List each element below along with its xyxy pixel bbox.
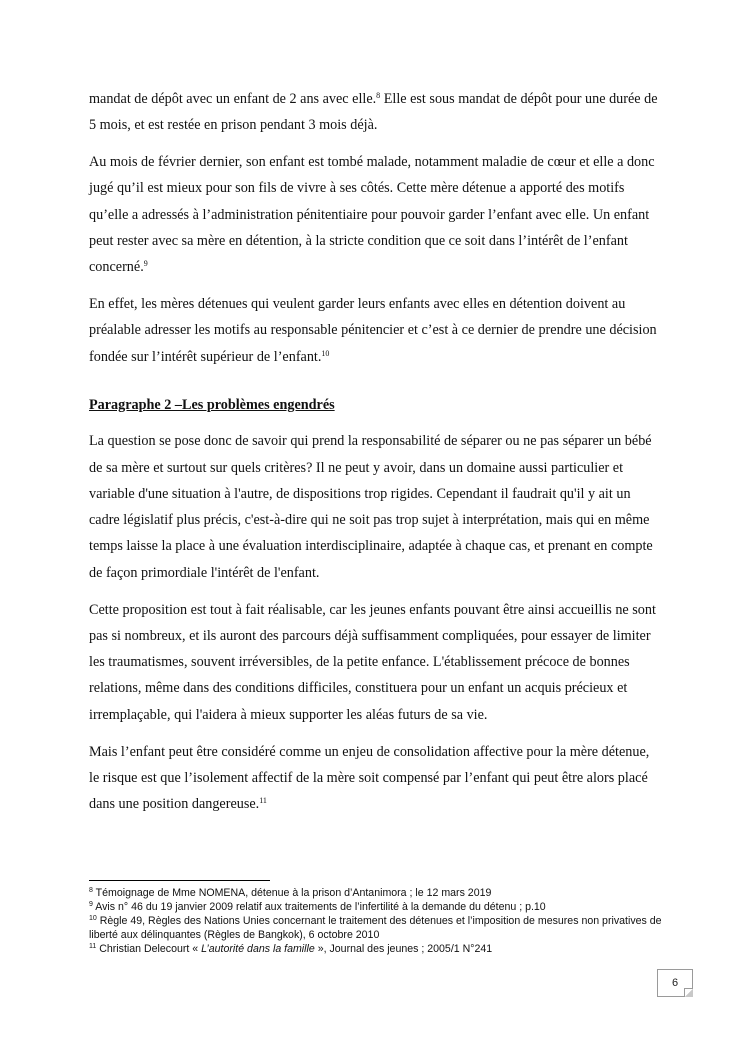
footnote-10 — [89, 914, 669, 942]
footnote-text: Christian Delecourt « — [99, 943, 202, 955]
footnote-9 — [89, 900, 669, 914]
paragraph-text: La question se pose donc de savoir qui prend la responsabilité de séparer ou ne pas séparer un bébé de sa mère et surtout sur quels critères? Il ne peut y avoir, dans un domaine aussi particulier et variable d'une situation à l'autre, de dispositions trop rigides. Cependant il faudrait qu'il y ait un cadre législatif plus précis, c'est-à-dire qui ne soit pas trop sujet à interprétation, mais qui en même temps laisse la place à une évaluation interdisciplinaire, adaptée à chaque cas, et prenant en compte de façon primordiale l'intérêt de l'enfant. — [89, 433, 653, 581]
paragraph-text: Cette proposition est tout à fait réalisable, car les jeunes enfants pouvant être ainsi accueillis ne sont pas si nombreux, et ils auront des parcours déjà suffisamment compliquées, pour essayer de limiter les traumatismes, souvent irréversibles, de la petite enfance. L'établissement précoce de bonnes relations, même dans des conditions difficiles, constituera pour un enfant un acquis précieux et irremplaçable, qui l'aidera à mieux supporter les aléas futurs de sa vie. — [89, 601, 656, 723]
paragraph-text: mandat de dépôt avec un enfant de 2 ans avec elle. — [89, 91, 377, 107]
footnote-separator — [89, 880, 270, 881]
paragraph-text: Au mois de février dernier, son enfant est tombé malade, notamment maladie de cœur et elle a donc jugé qu’il est mieux pour son fils de vivre à ses côtés. Cette mère détenue a apporté des motifs qu’elle a adressés à l’administration pénitentiaire pour pouvoir garder l’enfant avec elle. Un enfant peut rester avec sa mère en détention, à la stricte condition que ce soit dans l’intérêt de l’enfant concerné. — [89, 154, 655, 276]
page-number-box — [657, 969, 693, 997]
page-curl-icon — [684, 988, 693, 997]
footnotes — [89, 886, 669, 956]
paragraph-5 — [89, 597, 661, 728]
footnote-title: L’autorité dans la famille — [201, 943, 315, 955]
paragraph-2 — [89, 149, 661, 280]
paragraph-text: Elle est sous mandat de dépôt pour une durée de 5 mois, et est restée en prison pendant 3 mois déjà. — [89, 91, 658, 134]
footnote-text: Témoignage de Mme NOMENA, détenue à la prison d’Antanimora ; le 12 mars 2019 — [95, 887, 492, 899]
footnote-ref-8[interactable]: 8 — [376, 91, 381, 100]
paragraph-text: En effet, les mères détenues qui veulent garder leurs enfants avec elles en détention doivent au préalable adresser les motifs au responsable pénitencier et c’est à ce dernier de prendre une décision fondée sur l’intérêt supérieur de l’enfant. — [89, 296, 657, 365]
footnote-ref-11[interactable]: 11 — [259, 796, 267, 806]
page-number: 6 — [671, 977, 679, 989]
paragraph-3 — [89, 291, 661, 370]
footnote-text: », Journal des jeunes ; 2005/1 N°241 — [314, 943, 493, 955]
paragraph-text: Mais l’enfant peut être considéré comme un enjeu de consolidation affective pour la mère détenue, le risque est que l’isolement affectif de la mère soit compensé par l’enfant qui peut être alors placé dans une position dangereuse. — [89, 743, 650, 813]
paragraph-4 — [89, 428, 661, 586]
footnote-number: 10 — [89, 915, 97, 922]
footnote-number: 8 — [89, 887, 93, 894]
footnote-text: Avis n° 46 du 19 janvier 2009 relatif aux traitements de l’infertilité à la demande du détenu ; p.10 — [95, 901, 546, 913]
paragraph-1 — [89, 86, 661, 139]
footnote-11 — [89, 942, 669, 956]
footnote-number: 9 — [89, 901, 93, 908]
section-heading: Paragraphe 2 –Les problèmes engendrés — [89, 396, 335, 413]
footnote-ref-9[interactable]: 9 — [143, 259, 148, 269]
body-text — [89, 86, 661, 828]
footnote-ref-10[interactable]: 10 — [321, 348, 330, 358]
footnote-text: Règle 49, Règles des Nations Unies concernant le traitement des détenues et l’imposition de mesures non privatives de liberté aux délinquantes (Règles de Bangkok), 6 octobre 2010 — [89, 915, 662, 941]
footnote-number: 11 — [89, 943, 97, 950]
paragraph-6 — [89, 739, 661, 818]
footnote-8 — [89, 886, 669, 900]
